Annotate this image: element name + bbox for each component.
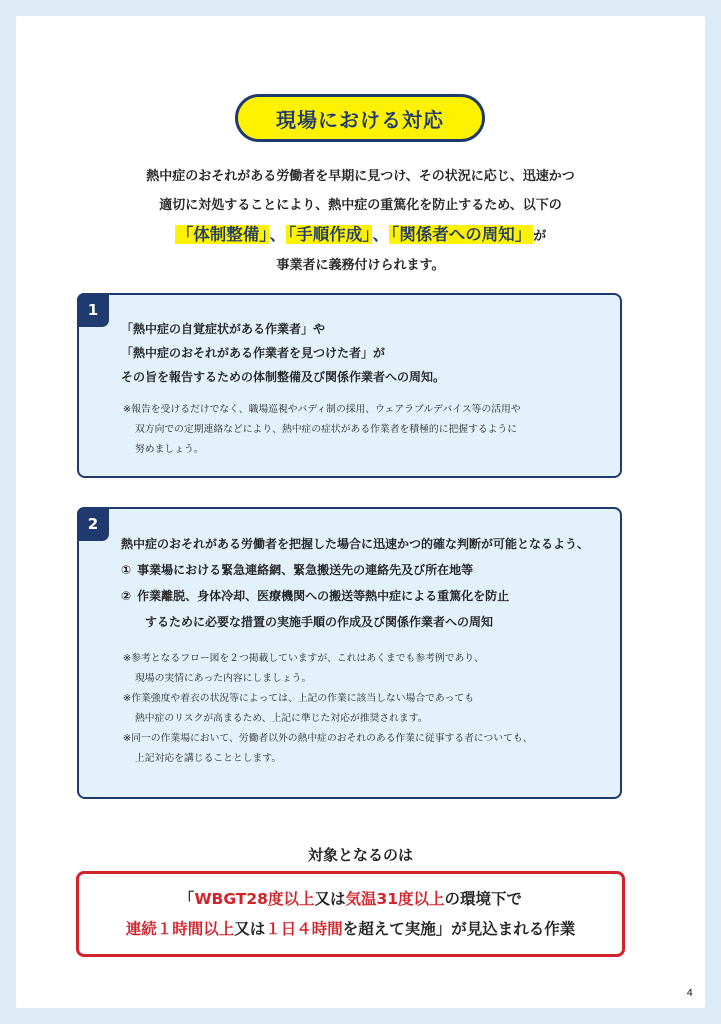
note-line: ※参考となるフロー図を２つ掲載していますが、これはあくまでも参考例であり、 bbox=[123, 653, 484, 664]
daily-hours-condition: １日４時間 bbox=[265, 920, 343, 938]
highlight-procedure: 「手順作成」 bbox=[287, 225, 371, 244]
requirement-box-2 bbox=[77, 507, 622, 799]
requirement-2-item-1 bbox=[121, 557, 589, 583]
note-line: ※作業強度や着衣の状況等によっては、上記の作業に該当しない場合であっても bbox=[123, 693, 475, 704]
separator-1: 、 bbox=[269, 225, 286, 244]
note-line: 双方向での定期連絡などにより、熱中症の症状がある作業者を積極的に把握するように bbox=[135, 424, 518, 435]
note-line: ※同一の作業場において、労働者以外の熱中症のおそれのある作業に従事する者についても、 bbox=[123, 733, 533, 744]
item-2-text: 作業離脱、身体冷却、医療機関への搬送等熱中症による重篤化を防止 bbox=[137, 589, 510, 603]
box-number-badge: 2 bbox=[77, 507, 109, 541]
intro-line-2: 適切に対処することにより、熱中症の重篤化を防止するため、以下の bbox=[159, 198, 562, 213]
requirement-2-item-2-cont: するために必要な措置の実施手順の作成及び関係作業者への周知 bbox=[145, 615, 494, 629]
quote-open: 「 bbox=[178, 890, 195, 908]
continuous-hours-condition: 連続１時間以上 bbox=[125, 920, 235, 938]
requirement-2-item-2 bbox=[121, 583, 589, 609]
page bbox=[16, 16, 705, 1008]
environment-text: の環境下で bbox=[444, 890, 523, 908]
note-line: 上記対応を講じることとします。 bbox=[135, 753, 282, 764]
highlight-system: 「体制整備」 bbox=[176, 225, 268, 244]
highlight-notice: 「関係者への周知」 bbox=[390, 225, 532, 244]
target-conditions-box bbox=[76, 871, 625, 957]
item-1-marker: ① bbox=[121, 563, 132, 577]
requirement-2-notes bbox=[123, 649, 533, 769]
requirement-box-1 bbox=[77, 293, 622, 478]
requirement-2-lead: 熱中症のおそれがある労働者を把握した場合に迅速かつ的確な判断が可能となるよう、 bbox=[121, 537, 590, 551]
requirement-1-line: 「熱中症のおそれがある作業者を見つけた者」が bbox=[121, 346, 386, 360]
separator-2: 、 bbox=[372, 225, 389, 244]
box-number-badge: 1 bbox=[77, 293, 109, 327]
temperature-condition: 気温31度以上 bbox=[345, 890, 445, 908]
intro-suffix: が bbox=[533, 229, 547, 244]
intro-highlight-row bbox=[16, 220, 705, 251]
target-line-1 bbox=[79, 884, 622, 914]
intro-paragraph bbox=[16, 162, 705, 280]
or-1: 又は bbox=[314, 890, 346, 908]
target-label: 対象となるのは bbox=[307, 846, 413, 864]
requirement-1-line: その旨を報告するための体制整備及び関係作業者への周知。 bbox=[121, 370, 446, 384]
item-2-marker: ② bbox=[121, 589, 132, 603]
target-line-2 bbox=[79, 914, 622, 944]
requirement-1-line: 「熱中症の自覚症状がある作業者」や bbox=[121, 322, 326, 336]
target-closing: を超えて実施」が見込まれる作業 bbox=[342, 920, 576, 938]
section-title-text: 現場における対応 bbox=[276, 107, 444, 132]
or-2: 又は bbox=[234, 920, 266, 938]
wbgt-condition: WBGT28度以上 bbox=[194, 890, 315, 908]
intro-line-1: 熱中症のおそれがある労働者を早期に見つけ、その状況に応じ、迅速かつ bbox=[146, 169, 575, 184]
section-title bbox=[235, 94, 485, 142]
item-1-text: 事業場における緊急連絡網、緊急搬送先の連絡先及び所在地等 bbox=[137, 563, 474, 577]
requirement-1-text bbox=[121, 317, 445, 389]
note-line: 熱中症のリスクが高まるため、上記に準じた対応が推奨されます。 bbox=[135, 713, 428, 724]
intro-line-4: 事業者に義務付けられます。 bbox=[276, 258, 445, 273]
requirement-2-text bbox=[121, 531, 589, 635]
page-number: 4 bbox=[686, 988, 693, 999]
requirement-1-note bbox=[123, 400, 521, 460]
note-line: 努めましょう。 bbox=[135, 444, 204, 455]
note-line: ※報告を受けるだけでなく、職場巡視やバディ制の採用、ウェアラブルデバイス等の活用や bbox=[123, 404, 521, 415]
note-line: 現場の実情にあった内容にしましょう。 bbox=[135, 673, 312, 684]
